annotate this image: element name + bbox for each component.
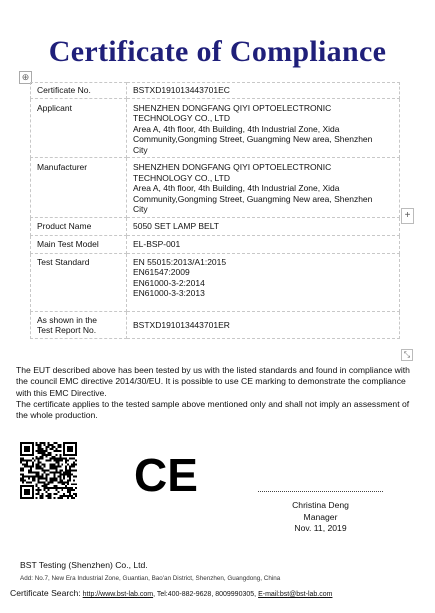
test-standard-label: Test Standard [31,253,127,311]
main-test-model-label: Main Test Model [31,235,127,253]
table-row [31,217,400,235]
certificate-title: Certificate of Compliance [48,35,387,68]
manufacturer-line: Area A, 4th floor, 4th Building, 4th Industrial Zone, Xida [133,183,340,193]
email-link[interactable]: E-mail:bst@bst-lab.com [258,591,333,598]
signature-line [258,491,383,492]
website-link[interactable]: http://www.bst-lab.com [82,591,154,598]
signatory-name: Christina Deng [292,500,349,510]
ce-mark-logo [130,450,202,498]
manufacturer-line: Community,Gongming Street, Guangming New area, Shenzhen [133,193,373,204]
standard-line: EN 55015:2013/A1:2015 [133,256,227,267]
applicant-value [127,98,400,158]
qr-code [20,442,77,499]
test-report-label [31,311,127,338]
table-row [31,253,400,311]
certificate-search-label: Certificate Search: [10,588,81,598]
standard-line: EN61000-3-3:2013 [133,288,205,298]
issue-date: Nov. 11, 2019 [294,523,347,533]
applicant-line: Community,Gongming Street, Guangming New area, Shenzhen [133,134,373,144]
footer-contact: Certificate Search: http://www.bst-lab.com, Tel:400-882-9628, 8009990305, E-mail:bst@bst-lab.com [10,588,333,598]
product-name-label: Product Name [31,217,127,235]
applicant-label: Applicant [31,98,127,158]
test-standard-value [127,253,400,311]
company-name: BST Testing (Shenzhen) Co., Ltd. [20,560,148,570]
applicant-line: TECHNOLOGY CO., LTD [133,113,230,123]
signatory-block [258,500,383,535]
add-row-handle-icon[interactable]: + [401,208,414,224]
manufacturer-line: City [133,204,148,214]
company-address: Add: No.7, New Era Industrial Zone, Guantian, Bao'an District, Shenzhen, Guangdong, China [20,575,281,582]
certificate-no-value: BSTXD191013443701EC [127,83,400,99]
table-row [31,98,400,158]
main-test-model-value: EL-BSP-001 [127,235,400,253]
table-resize-handle-icon[interactable]: ⤡ [401,349,413,361]
test-report-label-line: As shown in the [37,314,98,325]
manufacturer-value [127,158,400,218]
manufacturer-line: SHENZHEN DONGFANG QIYI OPTOELECTRONIC [133,162,332,172]
product-name-value: 5050 SET LAMP BELT [127,217,400,235]
certificate-details-table [30,82,400,339]
applicant-line: Area A, 4th floor, 4th Building, 4th Industrial Zone, Xida [133,123,340,134]
signatory-title: Manager [303,511,338,522]
table-move-handle-icon[interactable]: ⊕ [19,71,32,84]
table-row [31,83,400,99]
test-report-value: BSTXD191013443701ER [127,311,400,338]
applicant-line: SHENZHEN DONGFANG QIYI OPTOELECTRONIC [133,102,332,113]
standard-line: EN61547:2009 [133,267,190,277]
manufacturer-label: Manufacturer [31,158,127,218]
statement-paragraph: The EUT described above has been tested by us with the listed standards and found in compliance with the council EMC directive 2014/30/EU. It is possible to use CE marking to demonstrate the compliance with this EMC Directive. [16,365,410,398]
test-report-label-line: Test Report No. [37,325,97,335]
certificate-no-label: Certificate No. [31,83,127,99]
telephone: Tel:400-882-9628, 8009990305, [156,591,257,598]
manufacturer-line: TECHNOLOGY CO., LTD [133,172,230,183]
table-row [31,158,400,218]
table-row [31,311,400,338]
applicant-line: City [133,144,148,155]
table-row [31,235,400,253]
statement-paragraph: The certificate applies to the tested sample above mentioned only and shall not imply an assessment of the whole production. [16,398,410,421]
svg-text:CE: CE [134,450,198,498]
standard-line: EN61000-3-2:2014 [133,277,205,288]
compliance-statement [16,365,421,421]
